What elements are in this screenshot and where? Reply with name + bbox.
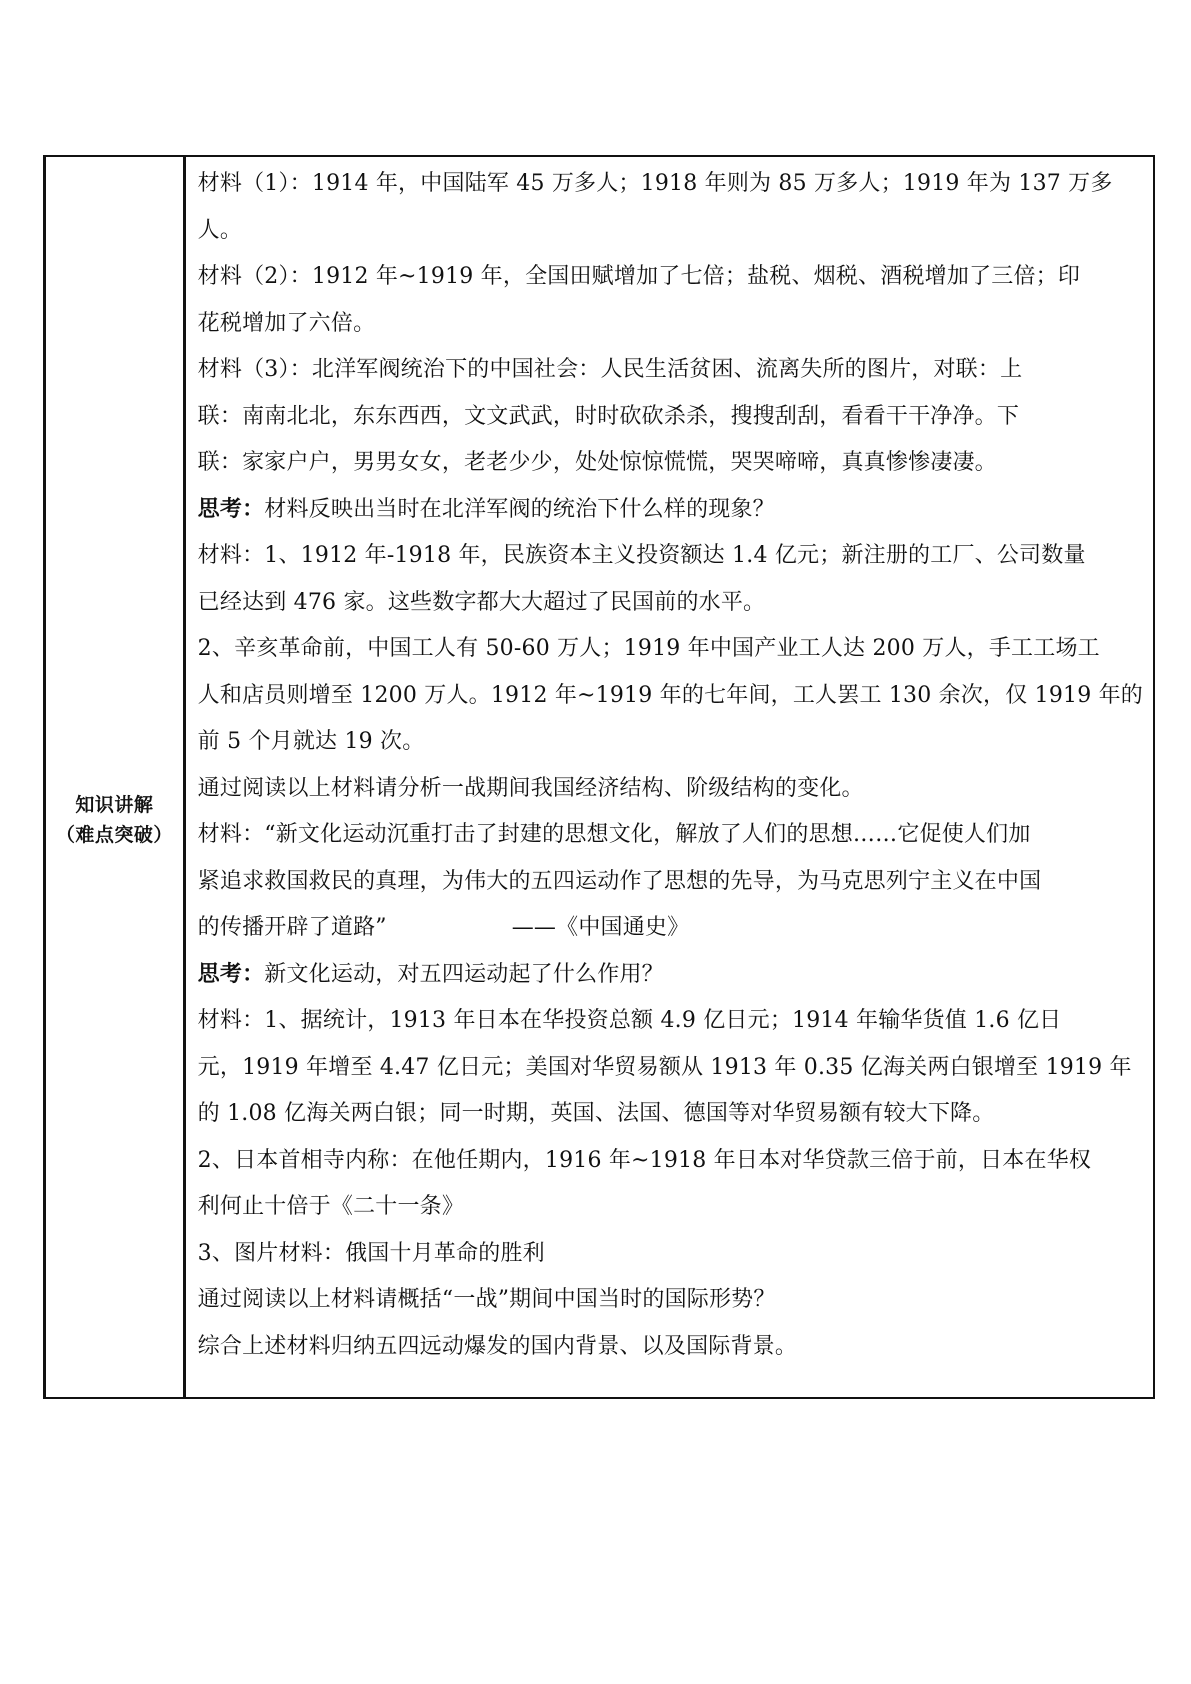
new-culture-quote-line-1: 材料：“新文化运动沉重打击了封建的思想文化，解放了人们的思想……它促使人们加 bbox=[197, 822, 1031, 847]
japan-material-line-1: 2、日本首相寺内称：在他任期内，1916 年~1918 年日本对华贷款三倍于前，日本在华权 bbox=[197, 1147, 1092, 1173]
question-text: 新文化运动，对五四运动起了什么作用？ bbox=[264, 961, 664, 987]
section-label-subtitle: （难点突破） bbox=[55, 823, 173, 846]
quote-end: 的传播开辟了道路” bbox=[197, 915, 387, 940]
economy-material-line-1: 材料：1、1912 年-1918 年，民族资本主义投资额达 1.4 亿元；新注册的工厂、公司数量 bbox=[197, 543, 1086, 568]
material-3-line-2: 联：南南北北，东东西西，文文武武，时时砍砍杀杀，搜搜刮刮，看看干干净净。下 bbox=[197, 403, 1020, 429]
intl-material-line-1: 材料：1、据统计，1913 年日本在华投资总额 4.9 亿日元；1914 年输华货值 1.6 亿日 bbox=[197, 1008, 1062, 1033]
workers-material-line-3: 前 5 个月就达 19 次。 bbox=[197, 729, 425, 754]
content-cell bbox=[186, 157, 1153, 1397]
russia-material: 3、图片材料：俄国十月革命的胜利 bbox=[197, 1240, 545, 1266]
material-3-line-1: 材料（3）：北洋军阀统治下的中国社会：人民生活贫困、流离失所的图片，对联：上 bbox=[197, 357, 1023, 382]
quote-source: ——《中国通史》 bbox=[511, 915, 690, 940]
japan-material-line-2: 利何止十倍于《二十一条》 bbox=[197, 1194, 465, 1219]
question-text: 材料反映出当时在北洋军阀的统治下什么样的现象？ bbox=[264, 496, 775, 522]
lesson-table bbox=[43, 155, 1155, 1399]
analysis-prompt: 通过阅读以上材料请分析一战期间我国经济结构、阶级结构的变化。 bbox=[197, 775, 864, 801]
question-label: 思考： bbox=[197, 961, 265, 987]
material-1-line-1: 材料（1）：1914 年，中国陆军 45 万多人；1918 年则为 85 万多人；1919 年为 137 万多 bbox=[197, 171, 1113, 196]
workers-material-line-1: 2、辛亥革命前，中国工人有 50-60 万人；1919 年中国产业工人达 200 万人，手工工场工 bbox=[197, 636, 1100, 661]
workers-material-line-2: 人和店员则增至 1200 万人。1912 年~1919 年的七年间，工人罢工 130 余次，仅 1919 年的 bbox=[197, 682, 1143, 708]
material-1-line-2: 人。 bbox=[197, 217, 243, 243]
question-2 bbox=[198, 952, 1143, 999]
intl-material-line-3: 的 1.08 亿海关两白银；同一时期，英国、法国、德国等对华贸易额有较大下降。 bbox=[197, 1101, 995, 1126]
economy-material-line-2: 已经达到 476 家。这些数字都大大超过了民国前的水平。 bbox=[197, 589, 766, 615]
section-label-title: 知识讲解 bbox=[75, 793, 154, 816]
new-culture-quote-line-2: 紧追求救国救民的真理，为伟大的五四运动作了思想的先导，为马克思列宁主义在中国 bbox=[197, 868, 1042, 894]
section-label-cell bbox=[46, 157, 186, 1397]
material-3-line-3: 联：家家户户，男男女女，老老少少，处处惊惊慌慌，哭哭啼啼，真真惨惨凄凄。 bbox=[197, 450, 997, 475]
summary-prompt-2: 综合上述材料归纳五四远动爆发的国内背景、以及国际背景。 bbox=[197, 1333, 798, 1359]
material-2-line-1: 材料（2）：1912 年~1919 年，全国田赋增加了七倍；盐税、烟税、酒税增加了三倍；印 bbox=[197, 264, 1081, 289]
question-1 bbox=[198, 487, 1143, 534]
intl-material-line-2: 元，1919 年增至 4.47 亿日元；美国对华贸易额从 1913 年 0.35 亿海关两白银增至 1919 年 bbox=[197, 1054, 1132, 1080]
new-culture-quote-line-3 bbox=[198, 905, 1143, 952]
material-2-line-2: 花税增加了六倍。 bbox=[197, 310, 376, 336]
question-label: 思考： bbox=[197, 496, 265, 522]
summary-prompt-1: 通过阅读以上材料请概括“一战”期间中国当时的国际形势？ bbox=[197, 1287, 776, 1312]
